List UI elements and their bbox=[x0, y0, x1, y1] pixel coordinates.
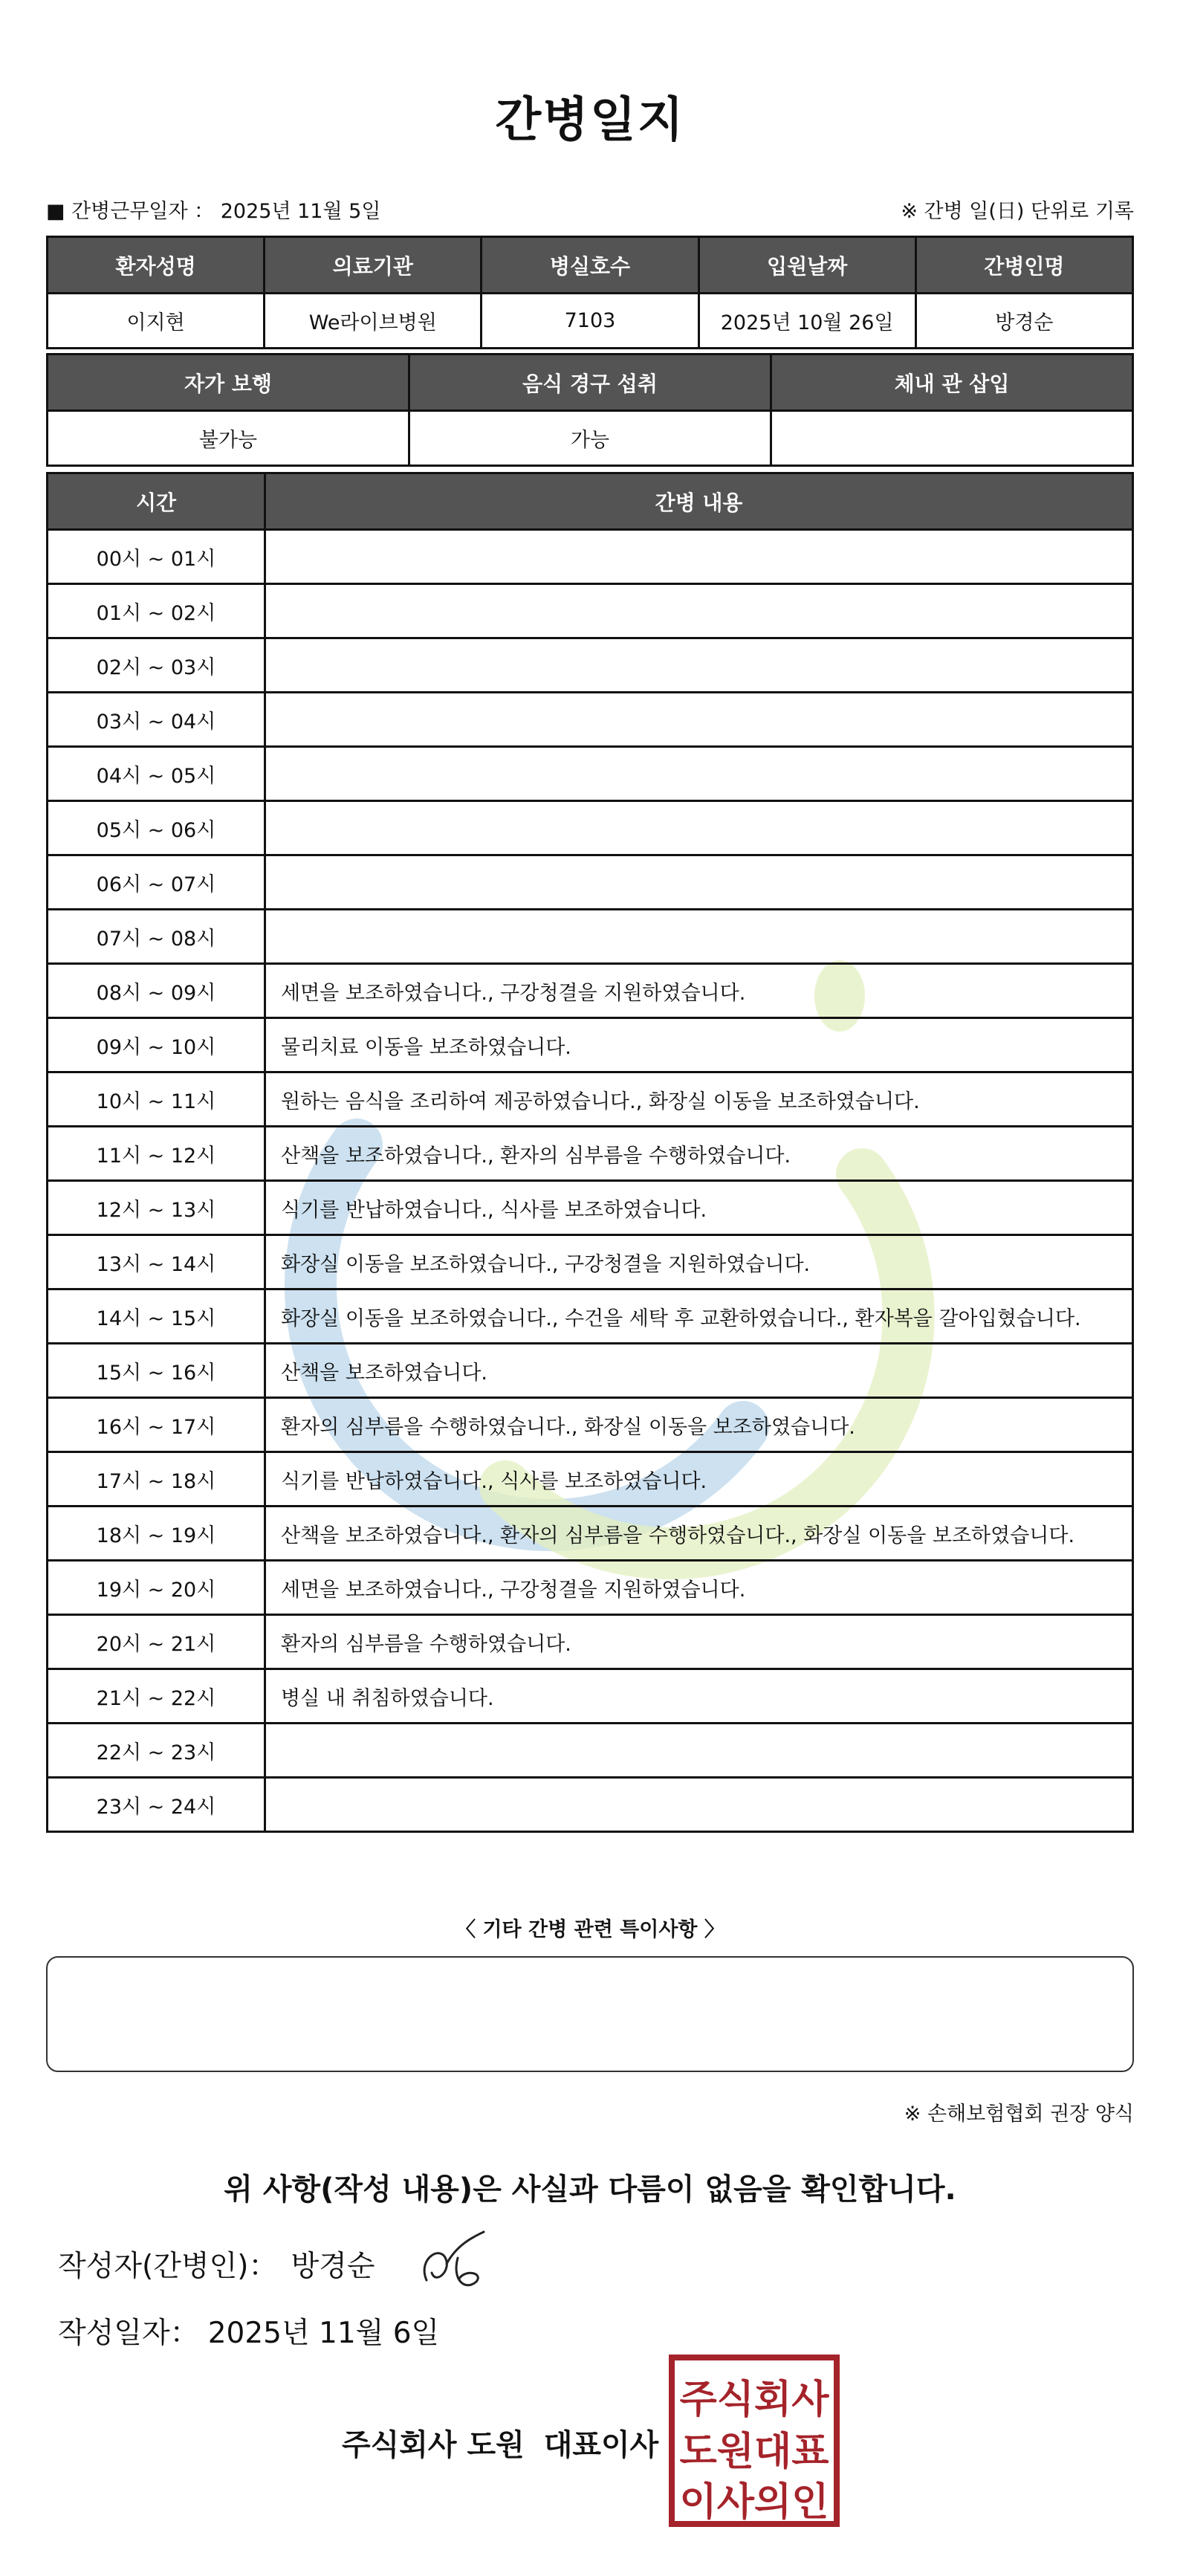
log-content bbox=[265, 584, 1133, 638]
walking-value: 불가능 bbox=[48, 411, 409, 466]
header-tube: 체내 관 삽입 bbox=[771, 355, 1133, 411]
header-patient-name: 환자성명 bbox=[48, 237, 265, 294]
written-date-line bbox=[58, 2310, 439, 2352]
log-content: 산책을 보조하였습니다., 환자의 심부름을 수행하였습니다., 화장실 이동을 보조하였습니다. bbox=[265, 1507, 1133, 1561]
written-date-label: 작성일자： bbox=[58, 2317, 199, 2350]
log-content: 원하는 음식을 조리하여 제공하였습니다., 화장실 이동을 보조하였습니다. bbox=[265, 1072, 1133, 1127]
patient-info-table bbox=[46, 236, 1134, 349]
table-row bbox=[48, 693, 1133, 747]
log-content: 세면을 보조하였습니다., 구강청결을 지원하였습니다. bbox=[265, 1561, 1133, 1615]
log-time: 04시 ~ 05시 bbox=[48, 747, 265, 801]
log-content bbox=[265, 1724, 1133, 1778]
log-content bbox=[265, 910, 1133, 964]
table-row bbox=[48, 1561, 1133, 1615]
seal-line-2: 도원대표 bbox=[679, 2430, 829, 2474]
log-time: 16시 ~ 17시 bbox=[48, 1398, 265, 1452]
table-row bbox=[48, 1344, 1133, 1398]
log-time: 19시 ~ 20시 bbox=[48, 1561, 265, 1615]
table-row bbox=[48, 1778, 1133, 1832]
seal-line-1: 주식회사 bbox=[679, 2378, 829, 2422]
table-row bbox=[48, 638, 1133, 693]
log-content bbox=[265, 693, 1133, 747]
company-line bbox=[342, 2421, 658, 2464]
log-content bbox=[265, 638, 1133, 693]
table-row bbox=[48, 1235, 1133, 1289]
header-caregiver-name: 간병인명 bbox=[915, 237, 1132, 294]
log-content bbox=[265, 530, 1133, 584]
table-row bbox=[48, 1398, 1133, 1452]
caregiver-name: 방경순 bbox=[915, 294, 1132, 349]
care-log-table bbox=[46, 472, 1134, 1833]
header-oral-intake: 음식 경구 섭취 bbox=[409, 355, 771, 411]
seal-line-3: 이사의인 bbox=[679, 2480, 829, 2525]
header-walking: 자가 보행 bbox=[48, 355, 409, 411]
log-content: 세면을 보조하였습니다., 구강청결을 지원하였습니다. bbox=[265, 964, 1133, 1018]
log-time: 00시 ~ 01시 bbox=[48, 530, 265, 584]
log-time: 22시 ~ 23시 bbox=[48, 1724, 265, 1778]
log-time: 18시 ~ 19시 bbox=[48, 1507, 265, 1561]
table-row bbox=[48, 801, 1133, 855]
table-row bbox=[48, 855, 1133, 910]
log-content: 병실 내 취침하였습니다. bbox=[265, 1669, 1133, 1724]
patient-status-table bbox=[46, 353, 1134, 467]
log-time: 10시 ~ 11시 bbox=[48, 1072, 265, 1127]
company-seal bbox=[669, 2355, 840, 2527]
log-time: 13시 ~ 14시 bbox=[48, 1235, 265, 1289]
log-time: 17시 ~ 18시 bbox=[48, 1452, 265, 1507]
log-time: 11시 ~ 12시 bbox=[48, 1127, 265, 1181]
log-content bbox=[265, 801, 1133, 855]
log-time: 05시 ~ 06시 bbox=[48, 801, 265, 855]
table-row bbox=[48, 747, 1133, 801]
tube-value bbox=[771, 411, 1133, 466]
log-time: 21시 ~ 22시 bbox=[48, 1669, 265, 1724]
confirmation-statement: 위 사항(작성 내용)은 사실과 다름이 없음을 확인합니다. bbox=[224, 2172, 956, 2207]
log-time: 03시 ~ 04시 bbox=[48, 693, 265, 747]
log-content bbox=[265, 1778, 1133, 1832]
remarks-title: 〈 기타 간병 관련 특이사항 〉 bbox=[456, 1918, 724, 1941]
company-ceo: 대표이사 bbox=[543, 2428, 659, 2462]
oral-intake-value: 가능 bbox=[409, 411, 771, 466]
log-content: 산책을 보조하였습니다., 환자의 심부름을 수행하였습니다. bbox=[265, 1127, 1133, 1181]
table-row bbox=[48, 1018, 1133, 1072]
care-log-rows bbox=[48, 530, 1133, 1832]
log-time: 09시 ~ 10시 bbox=[48, 1018, 265, 1072]
remarks-box bbox=[46, 1956, 1134, 2072]
table-row bbox=[48, 1181, 1133, 1235]
log-content: 환자의 심부름을 수행하였습니다. bbox=[265, 1615, 1133, 1669]
log-content: 화장실 이동을 보조하였습니다., 구강청결을 지원하였습니다. bbox=[265, 1235, 1133, 1289]
writer-line bbox=[58, 2243, 375, 2285]
log-time: 23시 ~ 24시 bbox=[48, 1778, 265, 1832]
writer-label: 작성자(간병인)： bbox=[58, 2250, 278, 2283]
log-time: 08시 ~ 09시 bbox=[48, 964, 265, 1018]
header-time: 시간 bbox=[48, 473, 265, 530]
table-row bbox=[48, 1724, 1133, 1778]
log-content: 산책을 보조하였습니다. bbox=[265, 1344, 1133, 1398]
log-content: 식기를 반납하였습니다., 식사를 보조하였습니다. bbox=[265, 1452, 1133, 1507]
log-time: 02시 ~ 03시 bbox=[48, 638, 265, 693]
log-content bbox=[265, 855, 1133, 910]
table-row bbox=[48, 1289, 1133, 1344]
header-hospital: 의료기관 bbox=[265, 237, 482, 294]
admission-date: 2025년 10월 26일 bbox=[698, 294, 915, 349]
log-content: 식기를 반납하였습니다., 식사를 보조하였습니다. bbox=[265, 1181, 1133, 1235]
work-date: ■ 간병근무일자 ： 2025년 11월 5일 bbox=[46, 200, 381, 223]
table-row bbox=[48, 910, 1133, 964]
recommendation-note: ※ 손해보험협회 권장 양식 bbox=[904, 2103, 1134, 2126]
log-time: 12시 ~ 13시 bbox=[48, 1181, 265, 1235]
hospital-name: We라이브병원 bbox=[265, 294, 482, 349]
log-content: 화장실 이동을 보조하였습니다., 수건을 세탁 후 교환하였습니다., 환자복을 갈아입혔습니다. bbox=[265, 1289, 1133, 1344]
written-date-value: 2025년 11월 6일 bbox=[207, 2317, 440, 2350]
table-row bbox=[48, 584, 1133, 638]
log-content: 환자의 심부름을 수행하였습니다., 화장실 이동을 보조하였습니다. bbox=[265, 1398, 1133, 1452]
table-row bbox=[48, 1615, 1133, 1669]
log-content: 물리치료 이동을 보조하였습니다. bbox=[265, 1018, 1133, 1072]
table-row bbox=[48, 1452, 1133, 1507]
page-title: 간병일지 bbox=[495, 93, 685, 148]
table-row bbox=[48, 1127, 1133, 1181]
room-number: 7103 bbox=[482, 294, 698, 349]
record-note: ※ 간병 일(日) 단위로 기록 bbox=[901, 200, 1134, 223]
header-care-content: 간병 내용 bbox=[265, 473, 1133, 530]
table-row bbox=[48, 964, 1133, 1018]
patient-name: 이지현 bbox=[48, 294, 265, 349]
log-time: 07시 ~ 08시 bbox=[48, 910, 265, 964]
log-time: 01시 ~ 02시 bbox=[48, 584, 265, 638]
log-time: 14시 ~ 15시 bbox=[48, 1289, 265, 1344]
company-name: 주식회사 도원 bbox=[342, 2428, 525, 2462]
table-row bbox=[48, 1669, 1133, 1724]
log-time: 15시 ~ 16시 bbox=[48, 1344, 265, 1398]
log-content bbox=[265, 747, 1133, 801]
log-time: 20시 ~ 21시 bbox=[48, 1615, 265, 1669]
table-row bbox=[48, 1072, 1133, 1127]
header-admission-date: 입원날짜 bbox=[698, 237, 915, 294]
table-row bbox=[48, 1507, 1133, 1561]
table-row bbox=[48, 530, 1133, 584]
log-time: 06시 ~ 07시 bbox=[48, 855, 265, 910]
writer-name: 방경순 bbox=[291, 2250, 375, 2283]
signature bbox=[413, 2228, 495, 2295]
header-room: 병실호수 bbox=[482, 237, 698, 294]
